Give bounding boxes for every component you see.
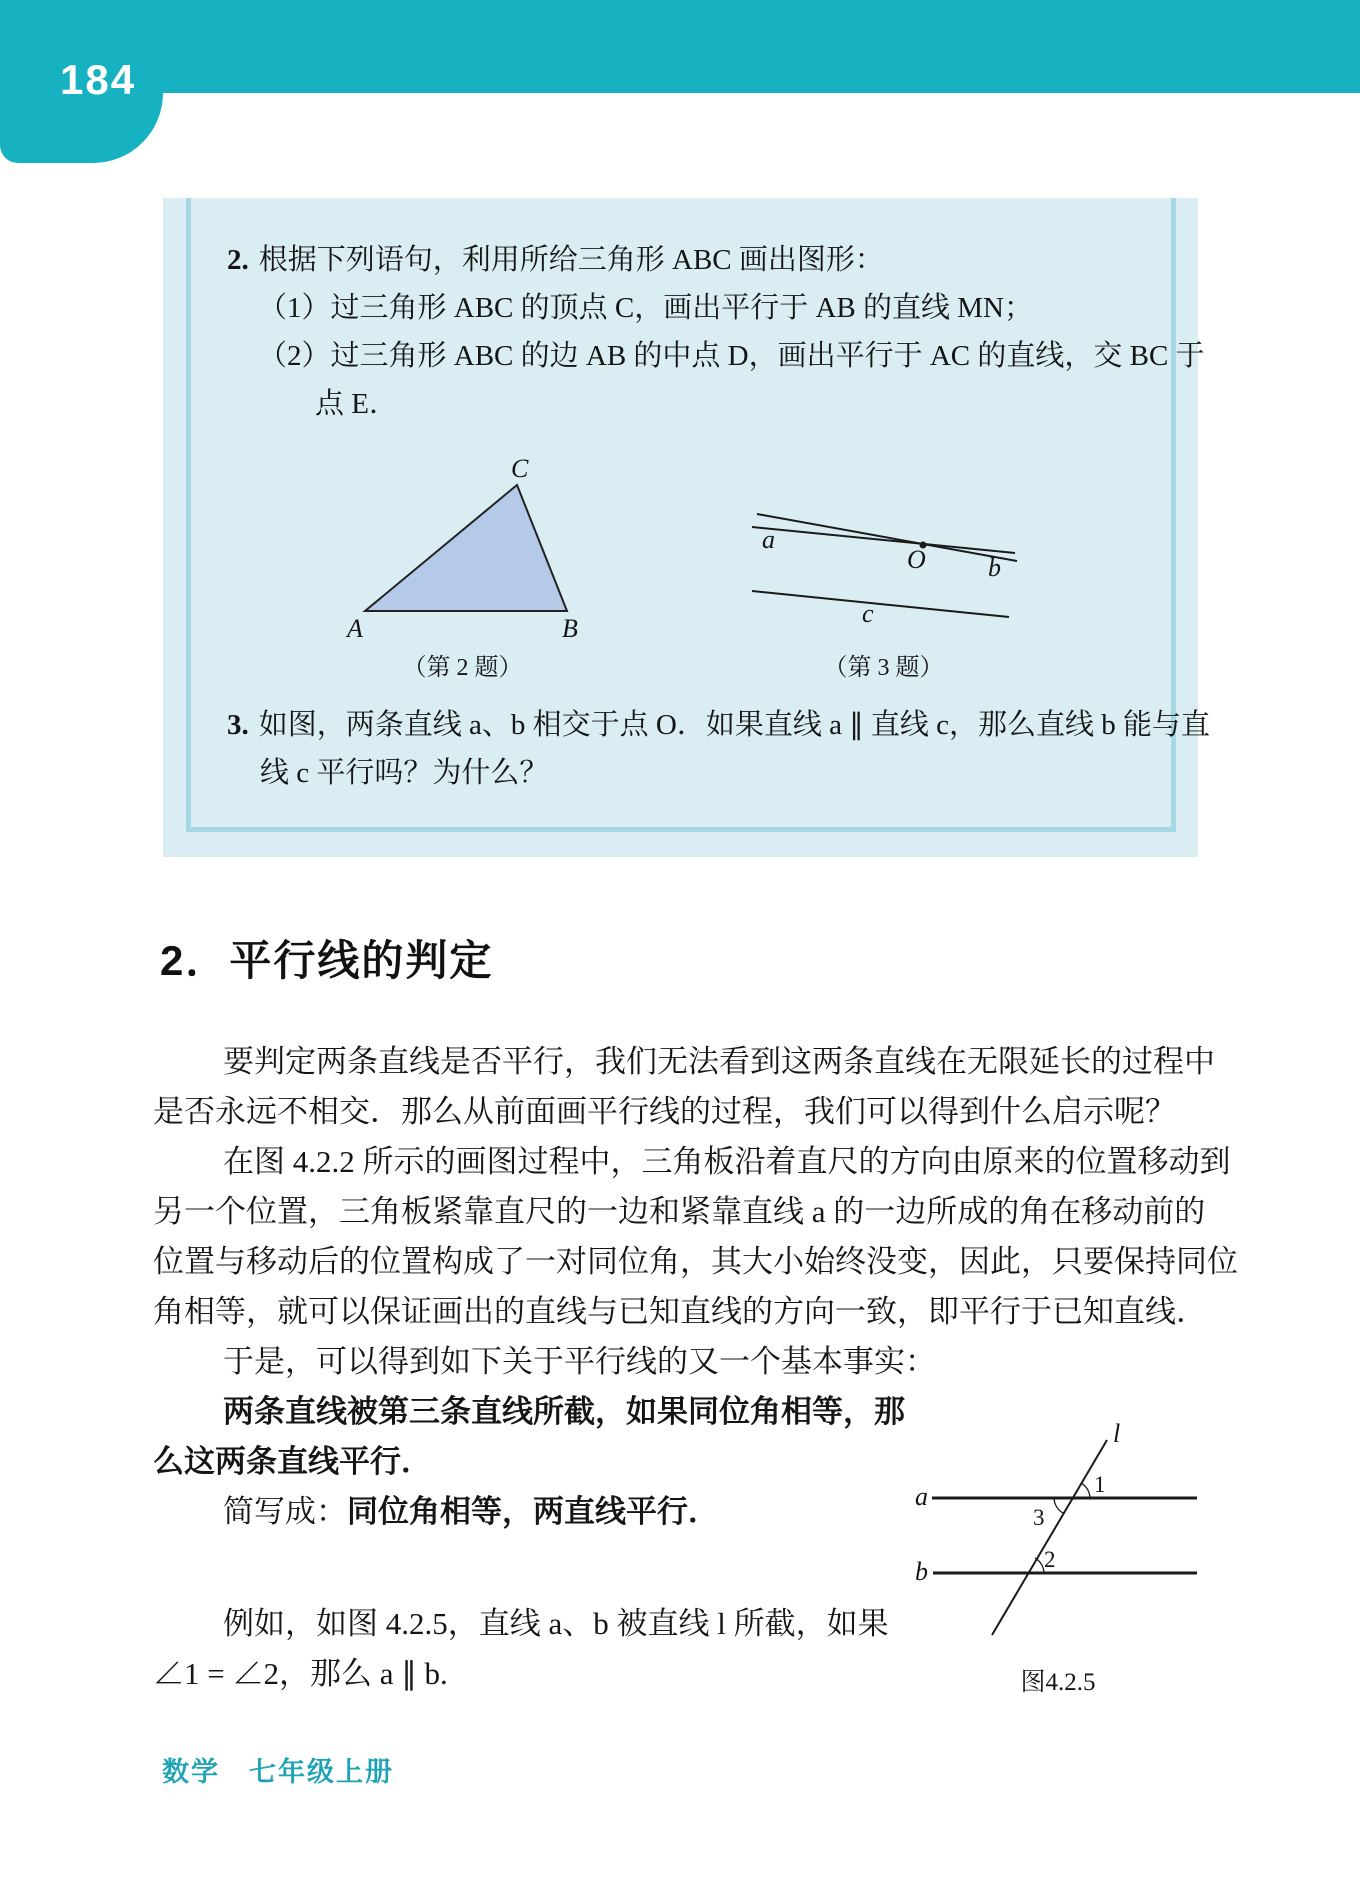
figure-lines-abo bbox=[740, 498, 1030, 630]
exercise-3-number: 3. bbox=[227, 709, 249, 741]
page-number-badge bbox=[0, 0, 163, 163]
page-number: 184 bbox=[60, 56, 137, 103]
angle-3-arc bbox=[1054, 1498, 1063, 1513]
body-example-line1: 例如，如图 4.2.5，直线 a、b 被直线 l 所截，如果 bbox=[223, 1606, 889, 1641]
body-p1-line2: 是否永远不相交．那么从前面画平行线的过程，我们可以得到什么启示呢？ bbox=[153, 1094, 1176, 1129]
fig425-label-a: a bbox=[915, 1482, 928, 1511]
figure-4-2-5-caption: 图4.2.5 bbox=[1020, 1669, 1096, 1696]
triangle-label-b: B bbox=[562, 614, 578, 643]
body-p2-line1: 在图 4.2.2 所示的画图过程中，三角板沿着直尺的方向由原来的位置移动到 bbox=[223, 1144, 1231, 1179]
exercise-2-item-1: （1）过三角形 ABC 的顶点 C，画出平行于 AB 的直线 MN； bbox=[258, 292, 1033, 324]
transversal-line-l bbox=[992, 1440, 1107, 1635]
exercise-3-line-2: 线 c 平行吗？为什么？ bbox=[260, 757, 549, 789]
exercise-2-number: 2. bbox=[227, 244, 249, 276]
body-p2-line3: 位置与移动后的位置构成了一对同位角，其大小始终没变，因此，只要保持同位 bbox=[153, 1244, 1238, 1279]
fig425-angle-3: 3 bbox=[1033, 1505, 1045, 1530]
body-p3: 于是，可以得到如下关于平行线的又一个基本事实： bbox=[223, 1344, 936, 1379]
figure-triangle-caption: （第 2 题） bbox=[402, 655, 523, 681]
lines-label-b: b bbox=[988, 553, 1001, 582]
triangle-shape bbox=[365, 485, 567, 611]
body-p2-line4: 角相等，就可以保证画出的直线与已知直线的方向一致，即平行于已知直线． bbox=[153, 1294, 1207, 1329]
fig425-angle-2: 2 bbox=[1044, 1547, 1056, 1572]
body-p1-line1: 要判定两条直线是否平行，我们无法看到这两条直线在无限延长的过程中 bbox=[223, 1044, 1215, 1079]
line-b bbox=[757, 514, 1017, 561]
body-shortform-line bbox=[223, 1493, 719, 1531]
line-a bbox=[752, 527, 1015, 553]
body-fact-line1: 两条直线被第三条直线所截，如果同位角相等，那 bbox=[223, 1394, 905, 1429]
fig425-angle-1: 1 bbox=[1094, 1472, 1106, 1497]
figure-lines-caption: （第 3 题） bbox=[823, 655, 944, 681]
exercise-2-item-2: （2）过三角形 ABC 的边 AB 的中点 D，画出平行于 AC 的直线，交 BC 于 bbox=[258, 340, 1205, 372]
figure-triangle-abc bbox=[300, 445, 600, 680]
exercise-3-line-1 bbox=[227, 708, 1210, 742]
triangle-label-a: A bbox=[347, 614, 363, 643]
footer-book-title: 数学 七年级上册 bbox=[162, 1757, 394, 1787]
top-teal-bar bbox=[0, 0, 1360, 93]
exercise-3-text-1: 如图，两条直线 a、b 相交于点 O．如果直线 a ∥ 直线 c，那么直线 b 能与直 bbox=[258, 709, 1211, 741]
exercise-2-intro: 根据下列语句，利用所给三角形 ABC 画出图形： bbox=[258, 244, 884, 276]
shortform-bold: 同位角相等，两直线平行． bbox=[347, 1494, 719, 1529]
angle-1-arc bbox=[1081, 1483, 1090, 1498]
body-example-line2: ∠1 = ∠2，那么 a ∥ b. bbox=[153, 1656, 448, 1691]
exercise-2-item-2-cont: 点 E． bbox=[315, 388, 398, 420]
fig425-label-b: b bbox=[915, 1557, 928, 1586]
line-c bbox=[752, 591, 1009, 617]
body-p2-line2: 另一个位置，三角板紧靠直尺的一边和紧靠直线 a 的一边所成的角在移动前的 bbox=[153, 1194, 1206, 1229]
fig425-label-l: l bbox=[1113, 1419, 1121, 1448]
triangle-label-c: C bbox=[511, 454, 529, 483]
lines-label-c: c bbox=[862, 599, 874, 628]
section-heading: 2．平行线的判定 bbox=[160, 937, 494, 984]
shortform-prefix: 简写成： bbox=[223, 1494, 347, 1529]
lines-label-o: O bbox=[907, 545, 926, 574]
lines-label-a: a bbox=[762, 525, 775, 554]
body-fact-line2: 么这两条直线平行． bbox=[153, 1444, 432, 1479]
exercise-2-intro-line bbox=[227, 243, 884, 277]
figure-4-2-5 bbox=[900, 1415, 1210, 1655]
